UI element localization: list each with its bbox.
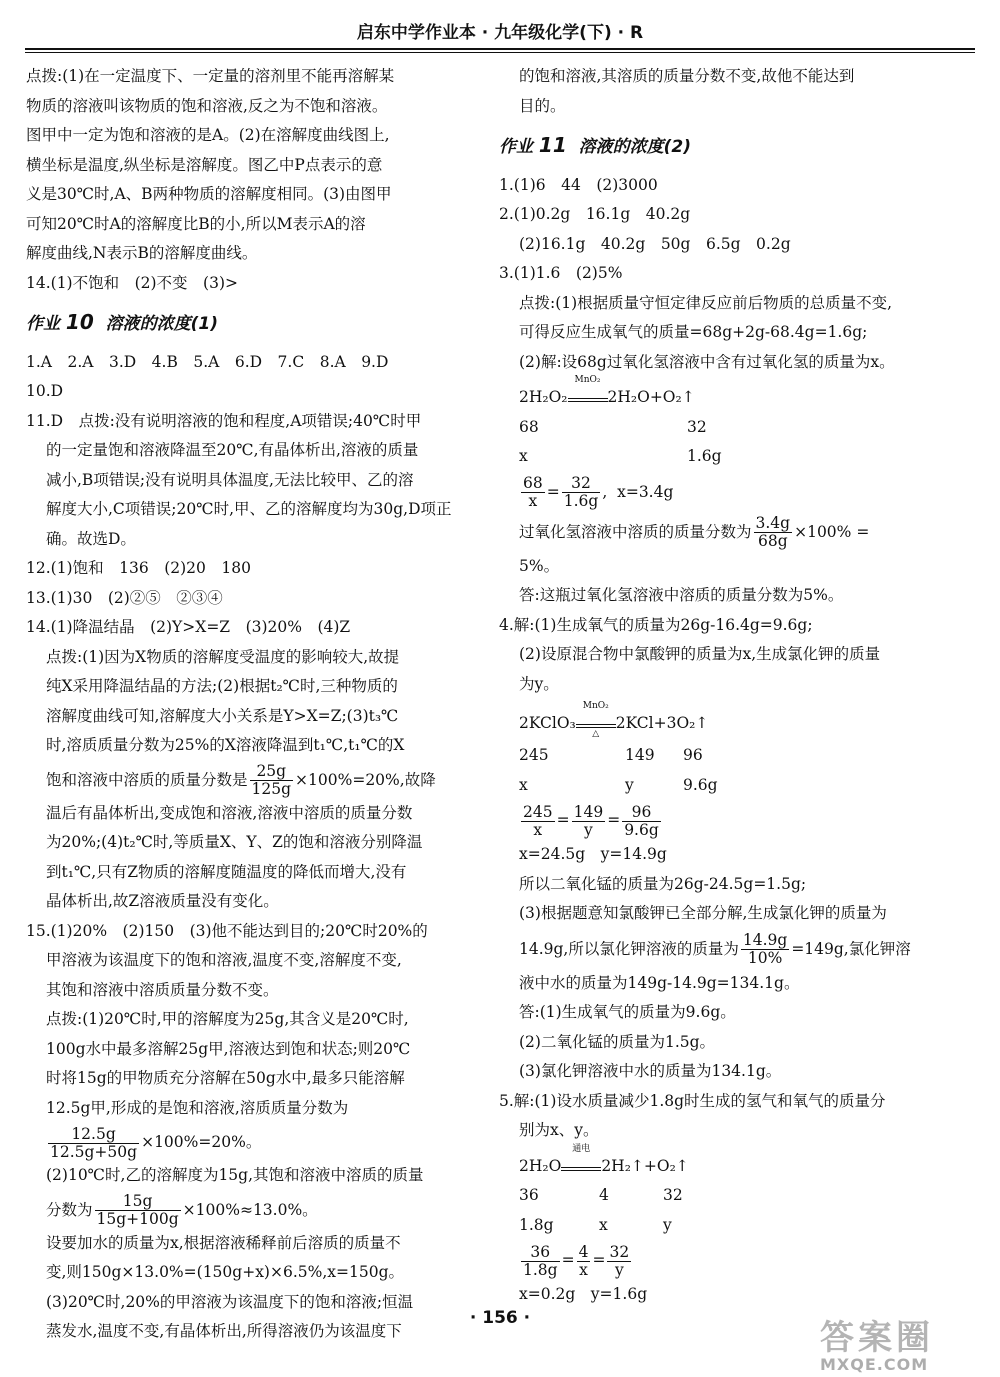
numerator: 245: [523, 802, 553, 821]
result: x=3.4g: [617, 482, 674, 501]
text-span: 分数为: [46, 1200, 93, 1219]
denominator: y: [584, 820, 593, 839]
answer-line: 5.解:(1)设水质量减少1.8g时生成的氢气和氧气的质量分: [499, 1091, 886, 1110]
text-line: 液中水的质量为149g-14.9g=134.1g。: [519, 973, 800, 992]
variable-value: x: [519, 447, 528, 465]
formula-line: [26, 1123, 462, 1161]
denominator: 1.6g: [563, 492, 599, 510]
text-line: 甲溶液为该温度下的饱和溶液,温度不变,溶解度不变,: [46, 951, 402, 969]
watermark-text: 答案圈: [820, 1318, 934, 1358]
numerator: 14.9g: [742, 931, 788, 949]
variable-row: [499, 1211, 933, 1241]
numerator: 36: [521, 1244, 560, 1262]
numerator: 32: [562, 475, 601, 493]
formula-line: [499, 929, 933, 969]
text-line: 的饱和溶液,其溶质的质量分数不变,故他不能达到: [519, 67, 855, 85]
variable-value: 1.6g: [687, 447, 722, 465]
mass-row: [499, 741, 933, 771]
answer-line: 4.解:(1)生成氧气的质量为26g-16.4g=9.6g;: [499, 615, 813, 634]
text-line: 横坐标是温度,纵坐标是溶解度。图乙中P点表示的意: [26, 155, 383, 174]
text-line: 答:这瓶过氧化氢溶液中溶质的质量分数为5%。: [519, 586, 844, 604]
text-line: 温后有晶体析出,变成饱和溶液,溶液中溶质的质量分数: [46, 803, 413, 822]
chemical-equation: [499, 701, 933, 741]
product: 2H₂↑+O₂↑: [601, 1156, 689, 1175]
variable-value: x: [599, 1215, 608, 1234]
answer-line: 11.D 点拨:没有说明溶液的饱和程度,A项错误;40℃时甲: [26, 411, 422, 430]
variable-row: [499, 442, 933, 472]
text-line: 减小,B项错误;没有说明具体温度,无法比较甲、乙的溶: [46, 470, 414, 489]
variable-value: 1.8g: [519, 1215, 554, 1234]
text-line: (2)二氧化锰的质量为1.5g。: [519, 1032, 716, 1051]
variable-value: y: [625, 775, 634, 794]
text-line: 物质的溶液叫该物质的饱和溶液,反之为不饱和溶液。: [26, 96, 388, 115]
answer-line: 2.(1)0.2g 16.1g 40.2g: [499, 205, 691, 223]
reactant: 2H₂O: [519, 1156, 562, 1175]
denominator: 12.5g+50g: [50, 1142, 138, 1161]
heading-label: 作业: [499, 137, 533, 157]
text-line: (3)氯化钾溶液中水的质量为134.1g。: [519, 1062, 782, 1080]
reactant: 2H₂O₂: [519, 388, 568, 406]
variable-value: y: [663, 1215, 672, 1234]
mass-value: 149: [625, 746, 655, 764]
numerator: 15g: [95, 1193, 181, 1211]
answer-line: 13.(1)30 (2)②⑤ ②③④: [26, 588, 223, 607]
fraction: [577, 1244, 591, 1279]
text-line: 溶解度曲线可知,溶解度大小关系是Y>X=Z;(3)t₃℃: [46, 706, 399, 725]
text-line: 解度大小,C项错误;20℃时,甲、乙的溶解度均为30g,D项正: [46, 500, 452, 518]
denominator: 10%: [747, 949, 783, 967]
numerator: 149: [573, 802, 604, 821]
fraction: [521, 475, 545, 510]
heat-symbol: △: [592, 729, 600, 739]
text-line: 变,则150g×13.0%=(150g+x)×6.5%,x=150g。: [46, 1263, 405, 1281]
text-line: 解度曲线,N表示B的溶解度曲线。: [26, 244, 258, 262]
page-number: · 156 ·: [469, 1308, 531, 1328]
text-span: ×100% =: [794, 522, 870, 541]
text-line: 可得反应生成氧气的质量=68g+2g-68.4g=1.6g;: [519, 323, 868, 341]
numerator: 68: [523, 474, 543, 492]
denominator: 68g: [757, 532, 788, 550]
answer-line: 1.(1)6 44 (2)3000: [499, 175, 658, 194]
text-line: 图甲中一定为饱和溶液的是A。(2)在溶解度曲线图上,: [26, 126, 390, 144]
reaction-condition: [576, 701, 616, 739]
mass-value: 32: [663, 1186, 683, 1204]
text-line: 答:(1)生成氧气的质量为9.6g。: [519, 1003, 736, 1021]
watermark-url: MXQE.COM: [820, 1355, 929, 1374]
header-rule: [25, 48, 975, 50]
text-line: 确。故选D。: [46, 529, 136, 548]
fraction: [95, 1193, 181, 1228]
denominator: y: [614, 1260, 624, 1279]
text-line: 其饱和溶液中溶质质量分数不变。: [46, 980, 279, 999]
fraction: [607, 1244, 631, 1279]
text-line: 12.5g甲,形成的是饱和溶液,溶质质量分数为: [46, 1098, 349, 1117]
mass-value: 68: [519, 417, 539, 436]
text-line: 别为x、y。: [519, 1121, 599, 1139]
text-line: 义是30℃时,A、B两种物质的溶解度相同。(3)由图甲: [26, 185, 392, 203]
text-line: 100g水中最多溶解25g甲,溶液达到饱和状态;则20℃: [46, 1039, 411, 1058]
fraction: [741, 932, 789, 967]
product: 2KCl+3O₂↑: [615, 714, 709, 732]
text-line: 为y。: [519, 674, 559, 693]
text-line: 的一定量饱和溶液降温至20℃,有晶体析出,溶液的质量: [46, 441, 419, 459]
text-line: 目的。: [519, 96, 566, 115]
fraction: [754, 515, 793, 550]
denominator: 15g+100g: [96, 1210, 179, 1228]
answer-line: 14.(1)不饱和 (2)不变 (3)>: [26, 273, 239, 292]
text-span: 14.9g,所以氯化钾溶液的质量为: [519, 939, 739, 958]
text-span: =149g,氯化钾溶: [791, 939, 911, 958]
denominator: 9.6g: [624, 820, 659, 839]
answer-line: 12.(1)饱和 136 (2)20 180: [26, 559, 251, 577]
fraction: [521, 1244, 560, 1279]
text-line: (2)10℃时,乙的溶解度为15g,其饱和溶液中溶质的质量: [46, 1166, 424, 1184]
watermark-logo: [820, 1310, 985, 1372]
fraction: [48, 1126, 139, 1161]
text-span: ×100%=20%。: [141, 1133, 262, 1151]
catalyst-label: MnO₂: [574, 375, 601, 385]
denominator: 125g: [251, 780, 292, 798]
fraction: [572, 804, 606, 839]
reaction-condition: [561, 1143, 601, 1171]
mass-value: 96: [683, 746, 703, 764]
heading-number: 10: [65, 310, 94, 334]
denominator: x: [533, 820, 543, 839]
mass-value: 36: [519, 1186, 539, 1204]
heading-label: 作业: [26, 314, 60, 334]
numerator: 96: [622, 804, 661, 822]
text-line: 纯X采用降温结晶的方法;(2)根据t₂℃时,三种物质的: [46, 677, 398, 695]
heading-title: 溶液的浓度(2): [578, 137, 691, 157]
product: 2H₂O+O₂↑: [607, 388, 695, 406]
proportion-line: $\frac{245}{x}$ = $\frac{149}{y}$ = $\frac{96}{9.6g}$: [523, 802, 659, 839]
heading-title: 溶液的浓度(1): [105, 314, 218, 334]
mass-value: 4: [599, 1186, 609, 1204]
text-line: 蒸发水,温度不变,有晶体析出,所得溶液仍为该温度下: [46, 1322, 402, 1340]
formula-line: [26, 761, 462, 799]
result-line: x=0.2g y=1.6g: [519, 1285, 648, 1303]
text-line: (3)20℃时,20%的甲溶液为该温度下的饱和溶液;恒温: [46, 1292, 414, 1311]
chemical-equation: [499, 375, 933, 413]
text-span: ×100%≈13.0%。: [182, 1200, 318, 1219]
mass-value: 245: [519, 746, 549, 764]
text-line: 点拨:(1)20℃时,甲的溶解度为25g,其含义是20℃时,: [46, 1010, 409, 1028]
answer-line: 10.D: [26, 382, 64, 400]
text-line: 时将15g的甲物质充分溶解在50g水中,最多只能溶解: [46, 1069, 405, 1087]
text-line: (3)根据题意知氯酸钾已全部分解,生成氯化钾的质量为: [519, 904, 887, 922]
formula-line: [26, 1191, 462, 1229]
numerator: 3.4g: [755, 514, 791, 532]
left-column: [26, 62, 462, 1347]
section-heading-hw11: [499, 131, 933, 163]
heading-number: 11: [538, 133, 567, 157]
numerator: 4: [578, 1242, 589, 1261]
catalyst-label: MnO₂: [582, 701, 609, 711]
text-line: 所以二氧化锰的质量为26g-24.5g=1.5g;: [519, 874, 807, 893]
condition-label: 通电: [572, 1143, 591, 1154]
text-line: 为20%;(4)t₂℃时,等质量X、Y、Z的饱和溶液分别降温: [46, 833, 423, 851]
text-line: (2)设原混合物中氯酸钾的质量为x,生成氯化钾的质量: [519, 645, 881, 663]
mass-value: 32: [687, 417, 707, 436]
chemical-equation: [499, 1143, 933, 1182]
answer-line: 3.(1)1.6 (2)5%: [499, 264, 623, 282]
proportion-line: $\frac{68}{x}$ = $\frac{32}{1.6g}$ , x=3.4g: [523, 474, 674, 510]
fraction: [250, 763, 294, 798]
section-heading-hw10: [26, 308, 462, 340]
variable-value: 9.6g: [683, 775, 718, 794]
mass-row: [499, 1181, 933, 1211]
numerator: 12.5g: [48, 1126, 139, 1144]
answer-line: 15.(1)20% (2)150 (3)他不能达到目的;20℃时20%的: [26, 921, 428, 940]
text-line: (2)解:设68g过氧化氢溶液中含有过氧化氢的质量为x。: [519, 352, 895, 371]
mass-row: [499, 413, 933, 443]
numerator: 25g: [250, 763, 294, 781]
proportion-line: $\frac{36}{1.8g}$ = $\frac{4}{x}$ = $\frac{32}{y}$: [523, 1242, 630, 1279]
answer-line: 1.A 2.A 3.D 4.B 5.A 6.D 7.C 8.A 9.D: [26, 352, 389, 371]
text-line: 时,溶质质量分数为25%的X溶液降温到t₁℃,t₁℃的X: [46, 736, 405, 754]
text-line: 点拨:(1)因为X物质的溶解度受温度的影响较大,故提: [46, 647, 400, 666]
text-line: 晶体析出,故Z溶液质量没有变化。: [46, 892, 279, 910]
text-span: 过氧化氢溶液中溶质的质量分数为: [519, 522, 752, 541]
right-column: [499, 62, 933, 1310]
page-header: 启东中学作业本 · 九年级化学(下) · R: [356, 23, 644, 43]
reaction-condition: [568, 375, 608, 402]
fraction: [622, 804, 661, 839]
text-line: 点拨:(1)在一定温度下、一定量的溶剂里不能再溶解某: [26, 67, 395, 85]
variable-row: [499, 771, 933, 801]
text-line: 5%。: [519, 556, 560, 575]
answer-line: (2)16.1g 40.2g 50g 6.5g 0.2g: [519, 234, 791, 253]
result-line: x=24.5g y=14.9g: [519, 845, 667, 863]
variable-value: x: [519, 775, 528, 794]
denominator: x: [528, 492, 538, 510]
text-line: 设要加水的质量为x,根据溶液稀释前后溶质的质量不: [46, 1233, 401, 1252]
text-line: 可知20℃时A的溶解度比B的小,所以M表示A的溶: [26, 214, 366, 233]
text-span: 饱和溶液中溶质的质量分数是: [46, 770, 248, 789]
fraction: [562, 475, 601, 510]
formula-line: [499, 512, 933, 552]
denominator: x: [579, 1260, 588, 1279]
text-line: 到t₁℃,只有Z物质的溶解度随温度的降低而增大,没有: [46, 862, 407, 881]
header-rule-thin: [25, 52, 975, 53]
answer-line: 14.(1)降温结晶 (2)Y>X=Z (3)20% (4)Z: [26, 618, 351, 636]
text-span: ×100%=20%,故降: [295, 770, 436, 789]
text-line: 点拨:(1)根据质量守恒定律反应前后物质的总质量不变,: [519, 293, 893, 312]
fraction: [521, 804, 555, 839]
reactant: 2KClO₃: [519, 714, 576, 732]
numerator: 32: [609, 1242, 630, 1261]
denominator: 1.8g: [523, 1260, 558, 1279]
